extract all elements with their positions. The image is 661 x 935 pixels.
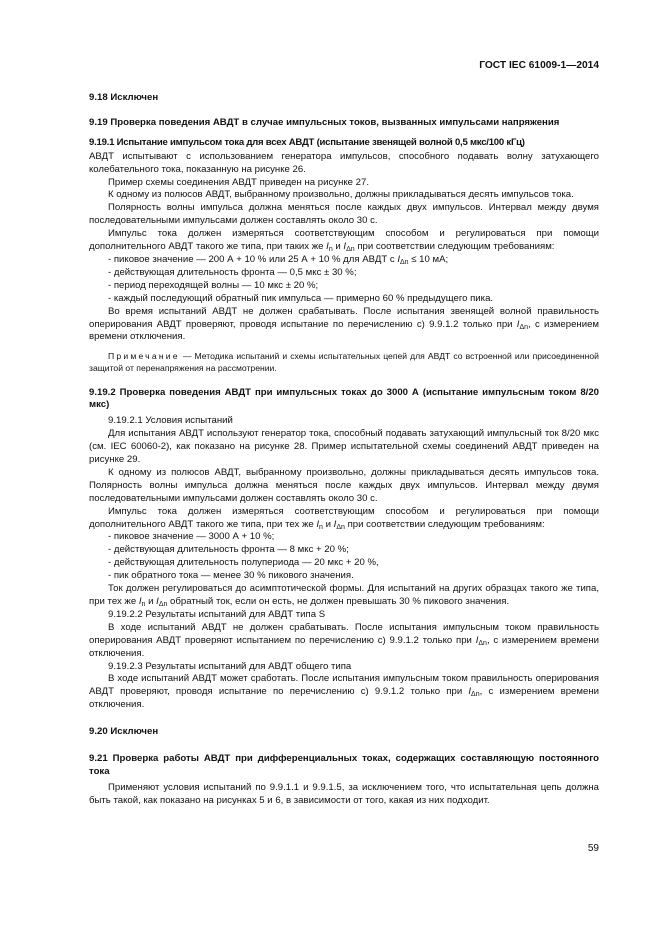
subsection-heading: 9.19.2.1 Условия испытаний	[108, 415, 233, 427]
section-9-19-heading: 9.19 Проверка поведения АВДТ в случае импульсных токов, вызванных импульсами напряжения	[89, 116, 560, 128]
symbol-sub: Δn	[346, 246, 355, 254]
paragraph	[89, 506, 599, 532]
paragraph: Полярность волны импульса должна меняться после каждых двух импульсов. Интервал между двумя последовательными импульсами должен составлять около 30 с.	[89, 202, 599, 227]
subsection-heading: 9.19.2.2 Результаты испытаний для АВДТ типа S	[108, 608, 326, 620]
list-item: - действующая длительность полупериода — 20 мкс + 20 %,	[108, 557, 379, 569]
subsection-heading: 9.19.2.3 Результаты испытаний для АВДТ общего типа	[108, 660, 352, 672]
section-9-19-1-heading	[89, 137, 599, 150]
symbol-sub: Δn	[519, 323, 529, 331]
symbol-i: I	[343, 241, 347, 253]
paragraph: Для испытания АВДТ используют генератор тока, способный подавать затухающий импульсный ток 8/20 мкс (см. IEC 60060-2), как показано на рисунке 28. Пример испытательной схемы соединений АВДТ приведен на рисунке 29.	[89, 428, 599, 466]
text-run: и	[332, 241, 344, 253]
symbol-sub: Δn	[399, 258, 409, 266]
paragraph	[89, 583, 599, 609]
standard-header: ГОСТ IEC 61009-1—2014	[479, 60, 599, 71]
text-run: , с измерением времени отключения.	[89, 686, 599, 711]
symbol-i: I	[156, 596, 159, 607]
text-run: Импульс тока должен измеряться соответствующим способом и регулироваться при помощи дополнительного АВДТ такого же типа, при таких же	[89, 228, 599, 253]
text-run: В ходе испытаний АВДТ может сработать. После испытания импульсным током правильность оперирования АВДТ проверяют, проводя испытание по перечислению с) 9.9.1.2 только при	[89, 673, 599, 698]
paragraph	[89, 228, 599, 254]
page-number: 59	[587, 843, 599, 854]
text-run: обратный ток, если он есть, не должен превышать 30 % пикового значения.	[167, 596, 510, 607]
list-item: - каждый последующий обратный пик импульса — примерно 60 % предыдущего пика.	[108, 292, 494, 304]
section-9-19-2-heading: 9.19.2 Проверка поведения АВДТ при импульсных токах до 3000 А (испытание импульсным током 8/20 мкс)	[89, 386, 599, 411]
symbol-i: I	[475, 634, 479, 646]
text-run: при соответствии следующим требованиям:	[354, 241, 555, 253]
symbol-i: I	[316, 518, 320, 530]
paragraph: Применяют условия испытаний по 9.9.1.1 и 9.9.1.5, за исключением того, что испытательная цепь должна быть такой, как показано на рисунках 5 и 6, в зависимости от того, какая из них подходит.	[89, 781, 599, 806]
paragraph: АВДТ испытывают с использованием генератора импульсов, способного подавать волну затухающего колебательного тока, показанную на рисунке 26.	[89, 150, 599, 175]
text-run: ≤ 10 мА;	[408, 253, 449, 265]
symbol-i: I	[326, 241, 329, 253]
section-9-18-heading: 9.18 Исключен	[89, 92, 159, 103]
text-run: при соответствии следующим требованиям:	[344, 518, 545, 530]
text-run: - пиковое значение — 200 А + 10 % или 25 А + 10 % для АВДТ с	[108, 253, 398, 265]
text-run: , с измерением времени отключения.	[89, 634, 600, 659]
section-9-19-1-title: 9.19.1 Испытание импульсом тока для всех АВДТ (испытание звенящей волной 0,5 мкс/100 кГц)	[89, 136, 525, 148]
paragraph: Пример схемы соединения АВДТ приведен на рисунке 27.	[108, 176, 370, 188]
document-body	[89, 92, 599, 808]
symbol-sub: Δn	[471, 691, 480, 699]
text-run: и	[145, 596, 157, 607]
text-run: и	[322, 518, 334, 530]
list-item: - действующая длительность фронта — 0,5 мкс ± 30 %;	[108, 266, 357, 278]
symbol-i: I	[333, 518, 337, 530]
note-text: — Методика испытаний и схемы испытательных цепей для АВДТ со встроенной или присоединенной защитой от перенапряжения на рассмотрении.	[89, 351, 599, 373]
paragraph	[89, 622, 599, 661]
symbol-i: I	[397, 253, 400, 265]
list-item: - пик обратного тока — менее 30 % пикового значения.	[108, 570, 354, 582]
section-9-20-heading: 9.20 Исключен	[89, 726, 159, 738]
symbol-sub: Δn	[158, 601, 168, 608]
paragraph: К одному из полюсов АВДТ, выбранному произвольно, должны прикладываться десять импульсов тока. Полярность волны импульса должна меняться после каждых двух импульсов. Интервал между двумя последовательными импульсами должен составлять около 30 с.	[89, 466, 599, 504]
note	[89, 351, 599, 374]
text-run: , с измерением времени отключения.	[89, 318, 600, 343]
text-run: В ходе испытаний АВДТ не должен срабатывать. После испытания импульсным током правильность оперирования АВДТ проверяют испытанием по перечислению с) 9.9.1.2 только при	[89, 621, 599, 646]
list-item: - действующая длительность фронта — 8 мкс + 20 %;	[108, 544, 349, 556]
paragraph: К одному из полюсов АВДТ, выбранному произвольно, должны прикладываться десять импульсов тока.	[108, 189, 574, 201]
list-item: - пиковое значение — 3000 А + 10 %;	[108, 531, 275, 543]
note-label: Примечание	[108, 351, 180, 362]
text-run: Импульс тока должен измеряться соответствующим способом и регулироваться при помощи дополнительного АВДТ такого же типа, при тех же	[89, 505, 599, 530]
section-9-21-heading: 9.21 Проверка работы АВДТ при дифференциальных токах, содержащих составляющую постоянного тока	[89, 753, 599, 777]
symbol-sub: n	[319, 523, 323, 531]
paragraph	[89, 306, 599, 345]
symbol-sub: n	[141, 601, 146, 608]
symbol-sub: Δn	[336, 523, 345, 531]
paragraph	[89, 673, 599, 712]
text-run: Во время испытаний АВДТ не должен срабатывать. После испытания звенящей волной правильность оперирования АВДТ проверяют, проводя испытание по перечислению с) 9.9.1.2 только при	[89, 305, 599, 330]
symbol-sub: Δn	[478, 639, 487, 647]
symbol-sub: n	[328, 246, 333, 254]
symbol-i: I	[138, 596, 142, 607]
list-item	[89, 254, 599, 267]
list-item: - период переходящей волны — 10 мкс ± 20 %;	[108, 279, 319, 291]
symbol-i: I	[516, 318, 520, 330]
symbol-i: I	[468, 686, 472, 698]
text-run: Ток должен регулироваться до асимптотической формы. Для испытаний на других образцах такого же типа, при тех же	[89, 583, 599, 607]
